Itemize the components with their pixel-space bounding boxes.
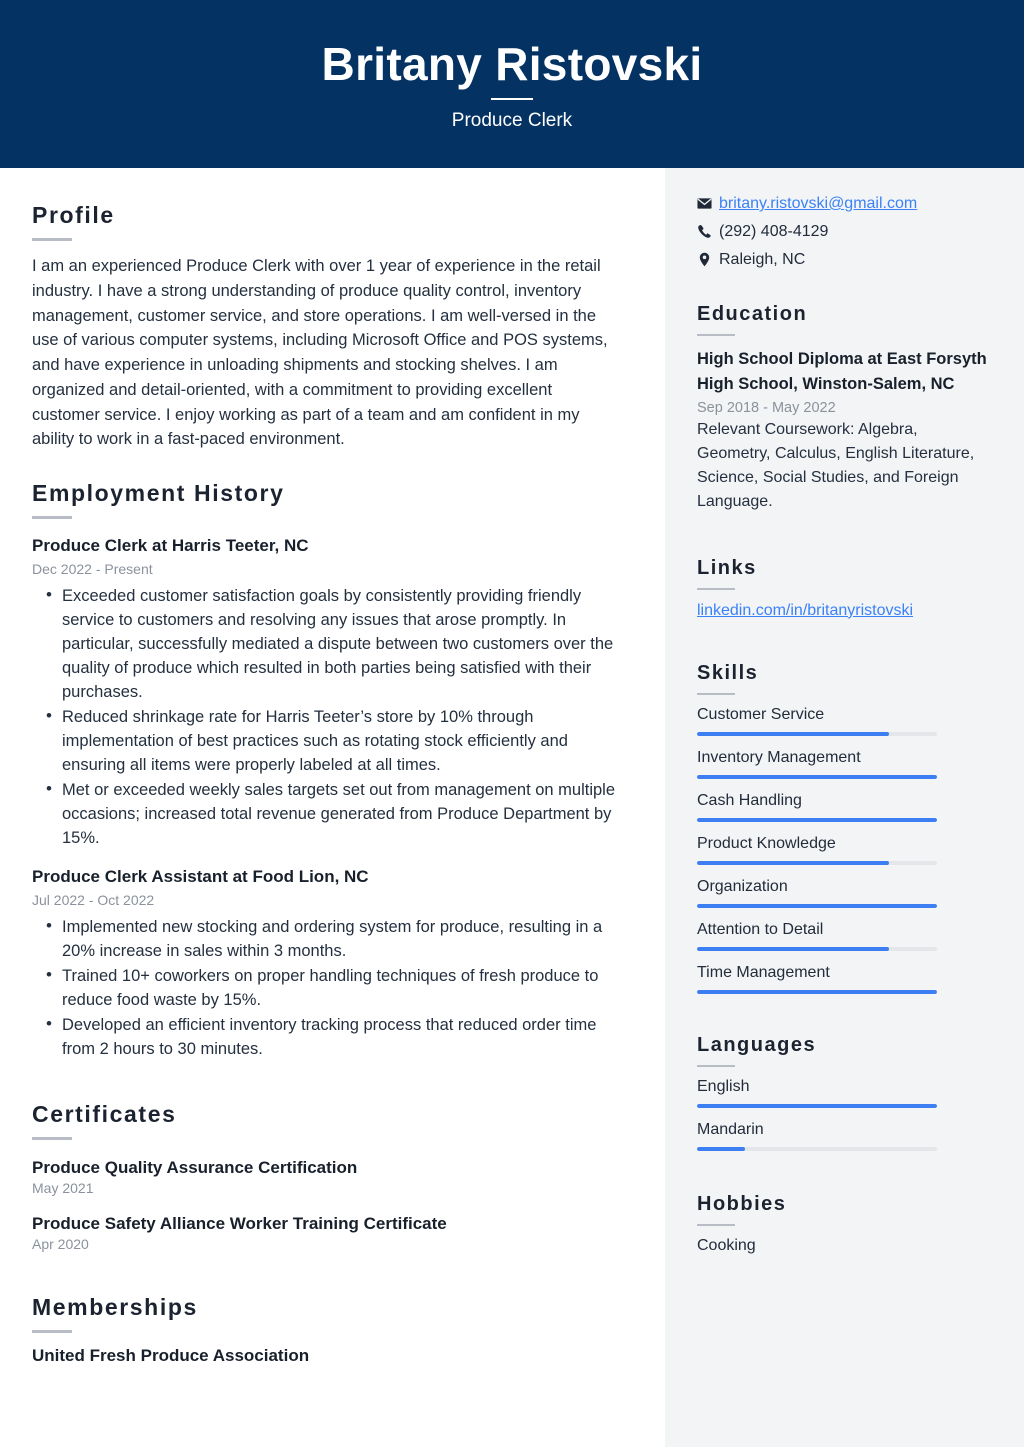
skill-bar-track	[697, 904, 937, 908]
main-column	[0, 168, 665, 1447]
section-rule	[697, 334, 735, 336]
job-date: Dec 2022 - Present	[32, 560, 153, 577]
job-bullet: • Implemented new stocking and ordering system for produce, resulting in a 20% increase in sales within 3 months.	[32, 915, 621, 963]
skill-bar-track	[697, 861, 937, 865]
skill-bar-fill	[697, 861, 889, 865]
skill-bar-fill	[697, 775, 937, 779]
certificate-date: Apr 2020	[32, 1236, 89, 1253]
phone-icon	[697, 222, 719, 239]
education-date: Sep 2018 - May 2022	[697, 399, 836, 416]
section-title-languages: Languages	[697, 1033, 817, 1056]
certificate-entry	[32, 1214, 621, 1252]
header-divider	[491, 98, 533, 100]
job-bullet: • Exceeded customer satisfaction goals by consistently providing friendly service to customers and resolving any issues that arose promptly. In particular, successfully mediated a dispute between two customers over the quality of produce which resulted in both parties being satisfied with their purchases.	[32, 584, 621, 704]
skill-label: Time Management	[697, 963, 830, 981]
section-hobbies	[697, 1193, 988, 1255]
language-label: English	[697, 1077, 750, 1095]
language-bar-track	[697, 1104, 937, 1108]
section-employment-history	[32, 480, 621, 1061]
email-link[interactable]: britany.ristovski@gmail.com	[719, 195, 918, 212]
language-bar-fill	[697, 1104, 937, 1108]
skill-bar-track	[697, 990, 937, 994]
section-rule	[32, 516, 72, 519]
skill-item	[697, 792, 988, 822]
skill-label: Organization	[697, 877, 788, 895]
section-rule	[32, 1137, 72, 1140]
job-bullet: • Met or exceeded weekly sales targets set out from management on multiple occasions; increased total revenue generated from Produce Department by 15%.	[32, 778, 621, 850]
section-rule	[697, 1224, 735, 1226]
certificate-title: Produce Quality Assurance Certification	[32, 1158, 358, 1178]
skill-label: Inventory Management	[697, 748, 861, 766]
skill-item	[697, 964, 988, 994]
skill-bar-track	[697, 818, 937, 822]
section-title-employment: Employment History	[32, 480, 285, 506]
hobby-item: Cooking	[697, 1236, 756, 1254]
profile-text: I am an experienced Produce Clerk with over 1 year of experience in the retail industry. I have a strong understanding of produce quality control, inventory management, customer service, and store operations. I am well-versed in the use of various computer systems, including Microsoft Office and POS systems, and have experience in unloading shipments and stocking shelves. I am organized and detail-oriented, with a commitment to providing excellent customer service. I enjoy working as part of a team and am confident in my ability to work in a fast-paced environment.	[32, 257, 608, 449]
language-label: Mandarin	[697, 1120, 764, 1138]
section-skills	[697, 662, 988, 994]
skill-item	[697, 835, 988, 865]
skill-bar-fill	[697, 904, 937, 908]
employment-entry	[32, 866, 621, 1061]
contact-row-phone	[697, 222, 988, 243]
skill-item	[697, 921, 988, 951]
job-bullet-list	[32, 584, 621, 851]
job-title: Produce Clerk Assistant at Food Lion, NC	[32, 867, 369, 887]
candidate-name: Britany Ristovski	[321, 38, 703, 91]
contact-row-location	[697, 250, 988, 271]
employment-entry	[32, 535, 621, 850]
section-languages	[697, 1034, 988, 1151]
skill-label: Cash Handling	[697, 791, 802, 809]
section-rule	[697, 693, 735, 695]
certificate-title: Produce Safety Alliance Worker Training Certificate	[32, 1214, 447, 1234]
section-title-hobbies: Hobbies	[697, 1192, 787, 1215]
section-links	[697, 557, 988, 622]
job-bullet-list	[32, 915, 621, 1061]
section-title-certificates: Certificates	[32, 1101, 177, 1128]
phone-number: (292) 408-4129	[719, 222, 829, 240]
job-title: Produce Clerk at Harris Teeter, NC	[32, 536, 309, 555]
language-item	[697, 1078, 988, 1108]
candidate-role: Produce Clerk	[451, 109, 573, 131]
section-title-education: Education	[697, 303, 808, 326]
section-title-memberships: Memberships	[32, 1294, 198, 1321]
contact-row-email	[697, 194, 988, 215]
skill-label: Product Knowledge	[697, 834, 836, 852]
language-bar-fill	[697, 1147, 745, 1151]
education-description: Relevant Coursework: Algebra, Geometry, Calculus, English Literature, Science, Social Studies, and Foreign Language.	[697, 420, 975, 511]
skill-item	[697, 706, 988, 736]
skill-bar-track	[697, 775, 937, 779]
section-profile	[32, 202, 621, 452]
section-rule	[32, 238, 72, 241]
language-bar-track	[697, 1147, 937, 1151]
linkedin-link[interactable]: linkedin.com/in/britanyristovski	[697, 601, 914, 619]
certificate-entry	[32, 1158, 621, 1196]
skill-bar-fill	[697, 947, 889, 951]
section-rule	[32, 1330, 72, 1333]
section-memberships	[32, 1294, 621, 1366]
skill-bar-track	[697, 732, 937, 736]
skill-item	[697, 749, 988, 779]
contact-list	[697, 194, 988, 270]
envelope-icon	[697, 194, 719, 211]
section-title-profile: Profile	[32, 202, 115, 228]
skill-bar-track	[697, 947, 937, 951]
skill-bar-fill	[697, 732, 889, 736]
skill-item	[697, 878, 988, 908]
job-date: Jul 2022 - Oct 2022	[32, 892, 155, 909]
section-title-skills: Skills	[697, 661, 759, 684]
location-pin-icon	[697, 250, 719, 267]
section-rule	[697, 588, 735, 590]
skill-label: Customer Service	[697, 705, 825, 723]
section-rule	[697, 1065, 735, 1067]
resume-body	[0, 168, 1024, 1447]
language-item	[697, 1121, 988, 1151]
education-entry	[697, 347, 988, 514]
job-bullet: • Reduced shrinkage rate for Harris Teeter’s store by 10% through implementation of best practices such as rotating stock efficiently and ensuring all items were properly labeled at all times.	[32, 705, 621, 777]
resume-header	[0, 0, 1024, 168]
membership-title: United Fresh Produce Association	[32, 1346, 310, 1366]
location-text: Raleigh, NC	[719, 250, 806, 268]
sidebar-column	[665, 168, 1024, 1447]
section-certificates	[32, 1101, 621, 1252]
skill-label: Attention to Detail	[697, 920, 824, 938]
skill-bar-fill	[697, 990, 937, 994]
skill-bar-fill	[697, 818, 937, 822]
job-bullet: • Developed an efficient inventory tracking process that reduced order time from 2 hours to 30 minutes.	[32, 1013, 621, 1061]
section-title-links: Links	[697, 556, 757, 579]
certificate-date: May 2021	[32, 1180, 94, 1197]
education-title: High School Diploma at East Forsyth High School, Winston-Salem, NC	[697, 350, 987, 394]
job-bullet: • Trained 10+ coworkers on proper handling techniques of fresh produce to reduce food waste by 15%.	[32, 964, 621, 1012]
section-education	[697, 303, 988, 514]
